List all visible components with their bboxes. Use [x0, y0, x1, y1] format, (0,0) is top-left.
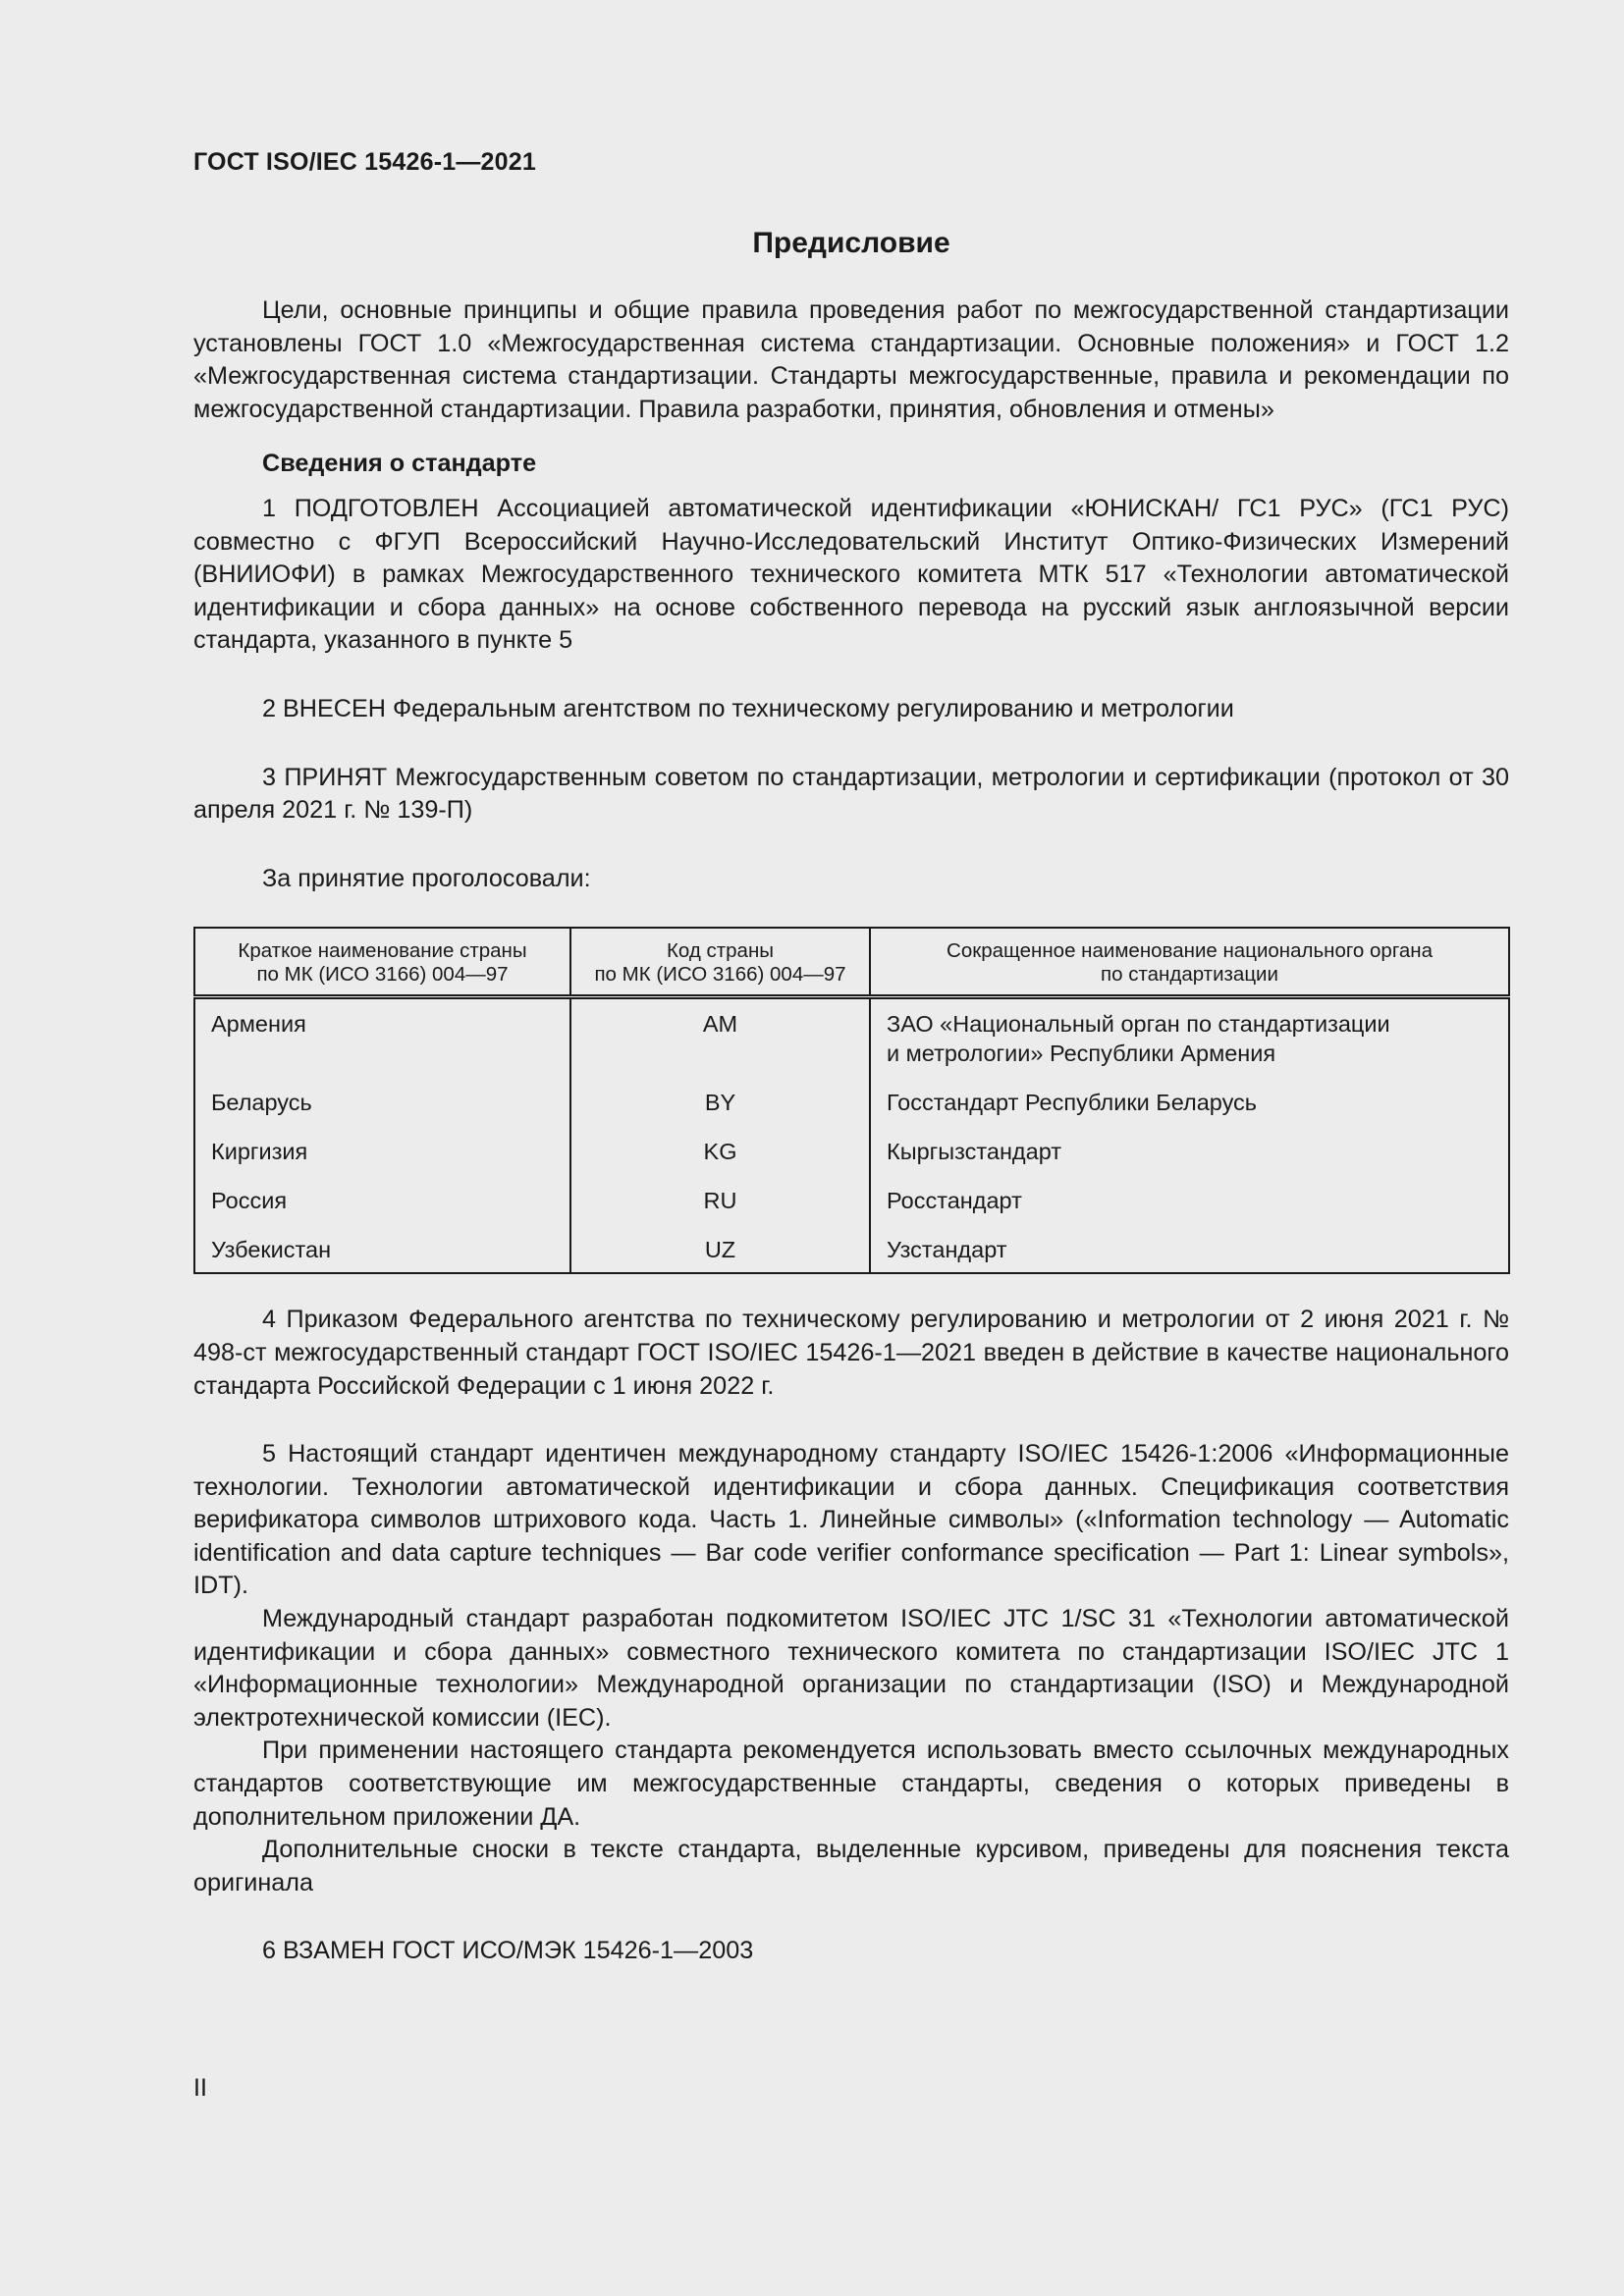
- page-number: II: [193, 2074, 207, 2102]
- item-5-intl-paragraph: Международный стандарт разработан подкомитетом ISO/IEC JTC 1/SC 31 «Технологии автоматической идентификации и сбора данных» совместного технического комитета по стандартизации ISO/IEC JTC 1 «Информационные технологии» Международной организации по стандартизации (ISO) и Международной электротехнической комиссии (IEC).: [193, 1605, 1509, 1732]
- section-subheading: Сведения о стандарте: [262, 450, 537, 478]
- table-row: [194, 1088, 1509, 1137]
- code-cell: UZ: [570, 1235, 870, 1273]
- code-cell: KG: [570, 1137, 870, 1186]
- body-cell: Узстандарт: [887, 1237, 1007, 1263]
- table-row: [194, 1137, 1509, 1186]
- voting-countries-table: [193, 927, 1510, 1274]
- item-5-footnotes-paragraph: Дополнительные сноски в тексте стандарта, выделенные курсивом, приведены для пояснения текста оригинала: [193, 1836, 1509, 1896]
- table-row: [194, 1235, 1509, 1273]
- table-header-code: Код страны по МК (ИСО 3166) 004—97: [570, 928, 870, 997]
- intro-paragraph: Цели, основные принципы и общие правила проведения работ по межгосударственной стандартизации установлены ГОСТ 1.0 «Межгосударственная система стандартизации. Основные положения» и ГОСТ 1.2 «Межгосударственная система стандартизации. Стандарты межгосударственные, правила и рекомендации по межгосударственной стандартизации. Правила разработки, принятия, обновления и отмены»: [193, 296, 1509, 423]
- vote-label: За принятие проголосовали:: [262, 864, 591, 892]
- document-code-header: ГОСТ ISO/IEC 15426-1—2021: [193, 148, 536, 176]
- body-cell: Кыргызстандарт: [887, 1139, 1062, 1165]
- item-3-paragraph: 3 ПРИНЯТ Межгосударственным советом по стандартизации, метрологии и сертификации (протокол от 30 апреля 2021 г. № 139-П): [193, 763, 1509, 825]
- country-cell: Узбекистан: [194, 1235, 570, 1273]
- table-row: [194, 1186, 1509, 1235]
- country-cell: Армения: [194, 997, 570, 1089]
- country-cell: Россия: [194, 1186, 570, 1235]
- table-header-row: [194, 928, 1509, 997]
- page-title: Предисловие: [752, 227, 950, 259]
- code-cell: AM: [570, 997, 870, 1089]
- country-cell: Беларусь: [194, 1088, 570, 1137]
- body-cell: Росстандарт: [887, 1188, 1022, 1214]
- item-6-paragraph: 6 ВЗАМЕН ГОСТ ИСО/МЭК 15426-1—2003: [262, 1937, 754, 1965]
- body-cell: ЗАО «Национальный орган по стандартизации и метрологии» Республики Армения: [887, 1011, 1390, 1067]
- country-cell: Киргизия: [194, 1137, 570, 1186]
- page-content: [193, 222, 1509, 1968]
- item-5-paragraph: 5 Настоящий стандарт идентичен международному стандарту ISO/IEC 15426-1:2006 «Информационные технологии. Технологии автоматической идентификации и сбора данных. Спецификация соответствия верификатора символов штрихового кода. Часть 1. Линейные символы» («Information technology — Automatic identification and data capture techniques — Bar code verifier conformance specification — Part 1: Linear symbols», IDT).: [193, 1440, 1509, 1600]
- table-row: [194, 997, 1509, 1089]
- item-4-paragraph: 4 Приказом Федерального агентства по техническому регулированию и метрологии от 2 июня 2021 г. № 498-ст межгосударственный стандарт ГОСТ ISO/IEC 15426-1—2021 введен в действие в качестве национального стандарта Российской Федерации с 1 июня 2022 г.: [193, 1306, 1509, 1400]
- item-5-usage-paragraph: При применении настоящего стандарта рекомендуется использовать вместо ссылочных международных стандартов соответствующие им межгосударственные стандарты, сведения о которых приведены в дополнительном приложении ДА.: [193, 1736, 1509, 1831]
- code-cell: BY: [570, 1088, 870, 1137]
- body-cell: Госстандарт Республики Беларусь: [887, 1090, 1258, 1116]
- code-cell: RU: [570, 1186, 870, 1235]
- table-header-body: Сокращенное наименование национального органа по стандартизации: [870, 928, 1509, 997]
- item-2-paragraph: 2 ВНЕСЕН Федеральным агентством по техническому регулированию и метрологии: [262, 694, 1234, 722]
- table-header-country: Краткое наименование страны по МК (ИСО 3166) 004—97: [194, 928, 570, 997]
- item-1-paragraph: 1 ПОДГОТОВЛЕН Ассоциацией автоматической идентификации «ЮНИСКАН/ ГС1 РУС» (ГС1 РУС) совместно с ФГУП Всероссийский Научно-Исследовательский Институт Оптико-Физических Измерений (ВНИИОФИ) в рамках Межгосударственного технического комитета МТК 517 «Технологии автоматической идентификации и сбора данных» на основе собственного перевода на русский язык англоязычной версии стандарта, указанного в пункте 5: [193, 494, 1509, 655]
